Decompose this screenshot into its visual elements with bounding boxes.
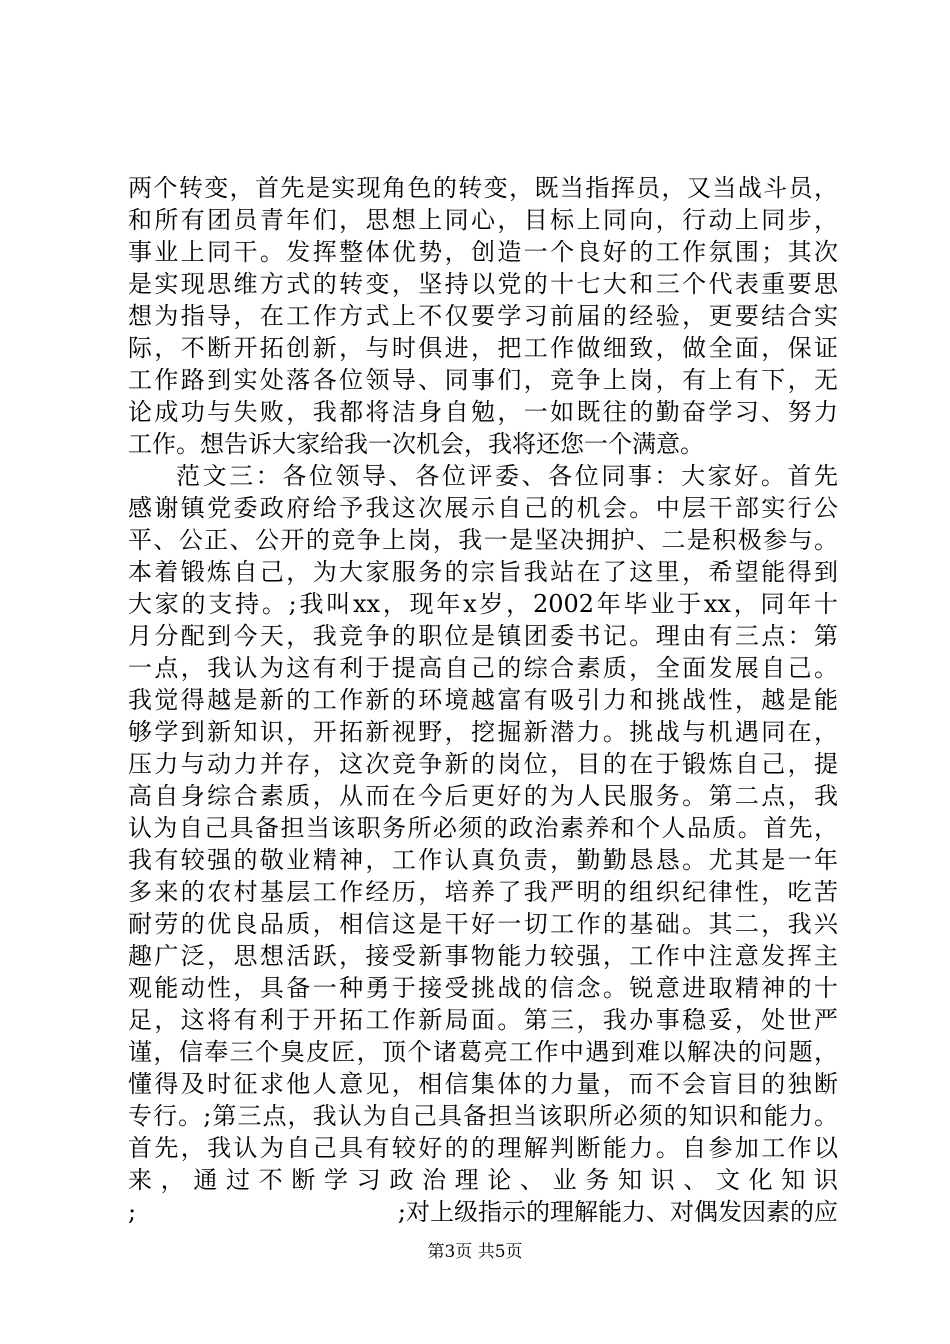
text-line-21: 认为自己具备担当该职务所必须的政治素养和个人品质。首先， bbox=[128, 814, 838, 842]
text-line-16: 一点，我认为这有利于提高自己的综合素质，全面发展自己。 bbox=[128, 654, 838, 682]
text-line-8: 论成功与失败，我都将洁身自勉，一如既往的勤奋学习、努力 bbox=[128, 398, 838, 426]
text-line-17: 我觉得越是新的工作新的环境越富有吸引力和挑战性，越是能 bbox=[128, 686, 838, 714]
text-line-13: 本着锻炼自己，为大家服务的宗旨我站在了这里，希望能得到 bbox=[128, 558, 838, 586]
text-line-31: 首先，我认为自己具有较好的的理解判断能力。自参加工作以 bbox=[128, 1134, 838, 1162]
text-line-4: 是实现思维方式的转变，坚持以党的十七大和三个代表重要思 bbox=[128, 270, 838, 298]
text-line-30: 专行。;第三点，我认为自己具备担当该职所必须的知识和能力。 bbox=[128, 1102, 838, 1130]
text-line-14: 大家的支持。;我叫xx，现年x岁，2002年毕业于xx，同年十 bbox=[128, 590, 838, 618]
page-number-footer: 第3页 共5页 bbox=[427, 1242, 523, 1262]
text-line-33 bbox=[128, 1196, 838, 1228]
text-line-33-left: ; bbox=[128, 1198, 137, 1226]
text-line-33-right: ;对上级指示的理解能力、对偶发因素的应 bbox=[397, 1198, 838, 1226]
text-line-10: 范文三：各位领导、各位评委、各位同事：大家好。首先 bbox=[176, 462, 838, 490]
text-line-3: 事业上同干。发挥整体优势，创造一个良好的工作氛围；其次 bbox=[128, 238, 838, 266]
text-line-12: 平、公正、公开的竞争上岗，我一是坚决拥护、二是积极参与。 bbox=[128, 526, 838, 554]
document-body bbox=[128, 172, 838, 1228]
text-line-26: 观能动性，具备一种勇于接受挑战的信念。锐意进取精神的十 bbox=[128, 974, 838, 1002]
text-line-6: 际，不断开拓创新，与时俱进，把工作做细致，做全面，保证 bbox=[128, 334, 838, 362]
text-line-1: 两个转变，首先是实现角色的转变，既当指挥员，又当战斗员， bbox=[128, 174, 838, 202]
text-line-9: 工作。想告诉大家给我一次机会，我将还您一个满意。 bbox=[128, 430, 704, 458]
text-line-24: 耐劳的优良品质，相信这是干好一切工作的基础。其二，我兴 bbox=[128, 910, 838, 938]
text-line-11: 感谢镇党委政府给予我这次展示自己的机会。中层干部实行公 bbox=[128, 494, 838, 522]
text-line-27: 足，这将有利于开拓工作新局面。第三，我办事稳妥，处世严 bbox=[128, 1006, 838, 1034]
text-line-15: 月分配到今天，我竞争的职位是镇团委书记。理由有三点：第 bbox=[128, 622, 838, 650]
text-line-23: 多来的农村基层工作经历，培养了我严明的组织纪律性，吃苦 bbox=[128, 878, 838, 906]
text-line-7: 工作路到实处落各位领导、同事们，竞争上岗，有上有下，无 bbox=[128, 366, 838, 394]
text-line-20: 高自身综合素质，从而在今后更好的为人民服务。第二点，我 bbox=[128, 782, 838, 810]
text-line-2: 和所有团员青年们，思想上同心，目标上同向，行动上同步， bbox=[128, 206, 838, 234]
text-line-32: 来，通过不断学习政治理论、业务知识、文化知识 bbox=[128, 1166, 838, 1194]
text-line-28: 谨，信奉三个臭皮匠，顶个诸葛亮工作中遇到难以解决的问题， bbox=[128, 1038, 838, 1066]
text-line-22: 我有较强的敬业精神，工作认真负责，勤勤恳恳。尤其是一年 bbox=[128, 846, 838, 874]
text-line-25: 趣广泛，思想活跃，接受新事物能力较强，工作中注意发挥主 bbox=[128, 942, 838, 970]
text-line-18: 够学到新知识，开拓新视野，挖掘新潜力。挑战与机遇同在， bbox=[128, 718, 838, 746]
text-line-5: 想为指导，在工作方式上不仅要学习前届的经验，更要结合实 bbox=[128, 302, 838, 330]
text-line-29: 懂得及时征求他人意见，相信集体的力量，而不会盲目的独断 bbox=[128, 1070, 838, 1098]
text-line-19: 压力与动力并存，这次竞争新的岗位，目的在于锻炼自己，提 bbox=[128, 750, 838, 778]
